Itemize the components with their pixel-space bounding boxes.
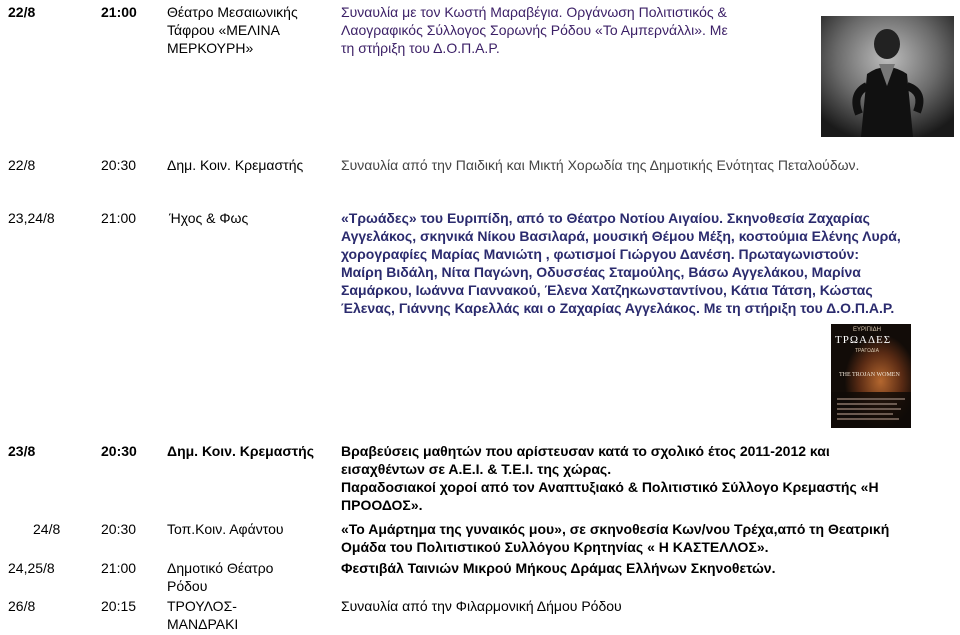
row6-date: 24,25/8	[8, 560, 55, 576]
row4-time: 20:30	[101, 443, 137, 459]
row7-place	[167, 597, 238, 633]
row6-place-line: Δημοτικό Θέατρο	[167, 560, 274, 576]
row3-desc-line: «Τρωάδες» του Ευριπίδη, από το Θέατρο Νοτίου Αιγαίου. Σκηνοθεσία Ζαχαρίας	[341, 210, 870, 226]
performer-photo	[821, 16, 954, 137]
row2-description: Συναυλία από την Παιδική και Μικτή Χορωδία της Δημοτικής Ενότητας Πεταλούδων.	[341, 157, 860, 173]
row5-place: Τοπ.Κοιν. Αφάντου	[167, 521, 284, 537]
row4-desc-line: ΠΡΟΟΔΟΣ».	[341, 497, 423, 513]
row3-date: 23,24/8	[8, 210, 55, 226]
row6-description: Φεστιβάλ Ταινιών Μικρού Μήκους Δράμας Ελλήνων Σκηνοθετών.	[341, 560, 776, 576]
row3-description	[341, 209, 901, 317]
row1-place-line: ΜΕΡΚΟΥΡΗ»	[167, 40, 254, 56]
row1-place	[167, 3, 298, 57]
row7-time: 20:15	[101, 598, 137, 614]
row3-desc-line: Αγγελάκος, σκηνικά Νίκου Βασιλαρά, μουσική Θέμου Μέξη, κοστούμια Ελένης Λυρά,	[341, 228, 901, 244]
row3-desc-line: χορογραφίες Μαρίας Μανιώτη , φωτισμοί Γιώργου Δανέση. Πρωταγωνιστούν:	[341, 246, 860, 262]
row2-place: Δημ. Κοιν. Κρεμαστής	[167, 157, 304, 173]
row7-date: 26/8	[8, 598, 36, 614]
row4-desc-line: εισαχθέντων σε Α.Ε.Ι. & Τ.Ε.Ι. της χώρας.	[341, 461, 612, 477]
row4-place: Δημ. Κοιν. Κρεμαστής	[167, 443, 314, 459]
row1-place-line: Τάφρου «ΜΕΛΙΝΑ	[167, 22, 280, 38]
row3-time: 21:00	[101, 210, 137, 226]
row1-description	[341, 3, 728, 57]
row3-desc-line: Έλενας, Γιάννης Καρελλάς και ο Ζαχαρίας Αγγελάκος. Με τη στήριξη του Δ.Ο.Π.Α.Ρ.	[341, 300, 895, 316]
row1-desc-line: Συναυλία με τον Κωστή Μαραβέγια. Οργάνωση Πολιτιστικός &	[341, 4, 727, 20]
trojan-women-poster	[831, 324, 911, 428]
row3-desc-line: Μαίρη Βιδάλη, Νίτα Παγώνη, Οδυσσέας Σταμούλης, Βάσω Αγγελάκου, Μαρίνα	[341, 264, 861, 280]
performer-photo-image	[821, 16, 954, 137]
row4-description	[341, 442, 879, 514]
row2-date: 22/8	[8, 157, 36, 173]
poster-author: ΕΥΡΙΠΙΔΗ	[853, 327, 882, 333]
poster-subtitle: ΤΡΑΓΩΔΙΑ	[855, 348, 879, 354]
row1-date: 22/8	[8, 4, 36, 20]
row7-place-line: ΤΡΟΥΛΟΣ-	[167, 598, 237, 614]
row4-desc-line: Βραβεύσεις μαθητών που αρίστευσαν κατά το σχολικό έτος 2011-2012 και	[341, 443, 830, 459]
row3-place: Ήχος & Φως	[169, 210, 249, 226]
poster-title: ΤΡΩΑΔΕΣ	[835, 334, 892, 346]
row4-desc-line: Παραδοσιακοί χοροί από τον Αναπτυξιακό & Πολιτιστικό Σύλλογο Κρεμαστής «Η	[341, 479, 879, 495]
row5-date: 24/8	[33, 521, 61, 537]
row6-place	[167, 559, 273, 595]
row2-time: 20:30	[101, 157, 137, 173]
row7-description: Συναυλία από την Φιλαρμονική Δήμου Ρόδου	[341, 598, 622, 614]
row1-desc-line: τη στήριξη του Δ.Ο.Π.Α.Ρ.	[341, 40, 500, 56]
row1-time: 21:00	[101, 4, 137, 20]
row5-time: 20:30	[101, 521, 137, 537]
row5-description	[341, 520, 889, 556]
row5-desc-line: Ομάδα του Πολιτιστικού Συλλόγου Κρητηνίας « Η ΚΑΣΤΕΛΛΟΣ».	[341, 539, 769, 555]
row4-date: 23/8	[8, 443, 36, 459]
row1-place-line: Θέατρο Μεσαιωνικής	[167, 4, 298, 20]
row7-place-line: ΜΑΝΔΡΑΚΙ	[167, 616, 239, 632]
row6-time: 21:00	[101, 560, 137, 576]
poster-english-title: THE TROJAN WOMEN	[839, 372, 900, 378]
row3-desc-line: Σαμάρκου, Ιωάννα Γιαννακού, Έλενα Χατζηκωνσταντίνου, Κάτια Τάτση, Κώστας	[341, 282, 873, 298]
row1-desc-line: Λαογραφικός Σύλλογος Σορωνής Ρόδου «Το Αμπερνάλλι». Με	[341, 22, 728, 38]
row6-place-line: Ρόδου	[167, 578, 208, 594]
row5-desc-line: «Το Αμάρτημα της γυναικός μου», σε σκηνοθεσία Κων/νου Τρέχα,από τη Θεατρική	[341, 521, 890, 537]
